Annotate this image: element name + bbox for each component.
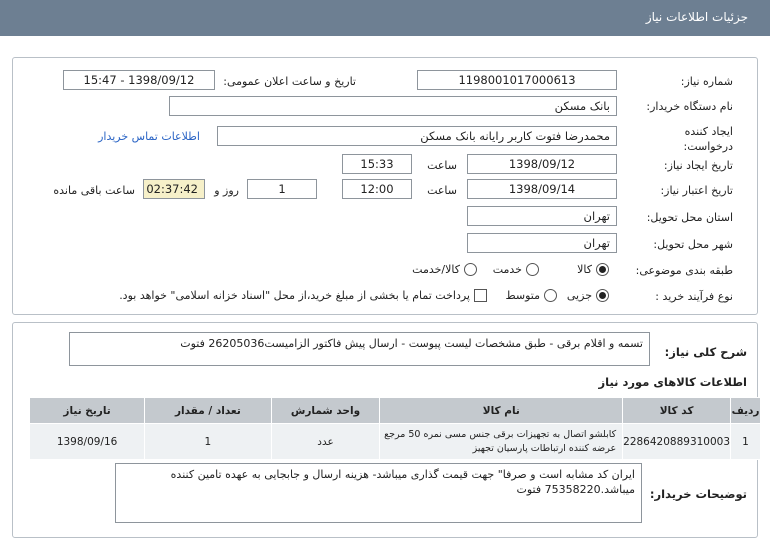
cell-item-code: 2286420889310003: [623, 424, 731, 460]
created-time-field: 15:33: [342, 154, 412, 174]
cell-row-number: 1: [731, 424, 761, 460]
buyer-notes-label: توضیحات خریدار:: [649, 487, 747, 501]
table-row: [30, 424, 761, 460]
col-row-number: ردیف: [731, 398, 761, 424]
items-title: اطلاعات کالاهای مورد نیاز: [598, 375, 747, 389]
announce-field: 1398/09/12 - 15:47: [63, 70, 215, 90]
remaining-time-field: 02:37:42: [143, 179, 205, 199]
col-item-code: کد کالا: [623, 398, 731, 424]
col-quantity: تعداد / مقدار: [145, 398, 271, 424]
days-field: 1: [247, 179, 317, 199]
need-details-panel: [12, 322, 758, 538]
category-label: طبقه بندی موضوعی:: [635, 264, 733, 277]
creator-field: محمدرضا فتوت کاربر رایانه بانک مسکن: [217, 126, 617, 146]
buyer-notes-field: ایران کد مشابه است و صرفا" جهت قیمت گذاری میباشد- هزینه ارسال و جابجایی به عهده تامین کننده میباشد.75358220 فتوت: [115, 463, 642, 523]
created-date-field: 1398/09/12: [467, 154, 617, 174]
page-header: [0, 0, 770, 36]
category-goods-service-option[interactable]: کالا/خدمت: [412, 263, 477, 276]
col-need-date: تاریخ نیاز: [30, 398, 145, 424]
need-number-label: شماره نیاز:: [680, 75, 733, 88]
cell-item-name: کابلشو اتصال به تجهیزات برقی جنس مسی نمره 50 مرجع عرضه کننده ارتباطات پارسیان تجهیز: [380, 424, 623, 460]
province-label: استان محل تحویل:: [646, 211, 733, 224]
items-header-row: [30, 398, 761, 424]
radio-icon[interactable]: [544, 289, 557, 302]
need-info-panel: [12, 57, 758, 315]
items-table: [29, 397, 761, 460]
need-number-field: 1198001017000613: [417, 70, 617, 90]
process-label: نوع فرآیند خرید :: [655, 290, 733, 303]
radio-selected-icon[interactable]: [596, 289, 609, 302]
page-title: جزئیات اطلاعات نیاز: [645, 10, 748, 24]
province-field: تهران: [467, 206, 617, 226]
cell-need-date: 1398/09/16: [30, 424, 145, 460]
validity-time-field: 12:00: [342, 179, 412, 199]
summary-field: تسمه و اقلام برقی - طبق مشخصات لیست پیوست - ارسال پیش فاکتور الزامیست26205036 فتوت: [69, 332, 650, 366]
city-field: تهران: [467, 233, 617, 253]
cell-unit: عدد: [271, 424, 380, 460]
category-service-option[interactable]: خدمت: [493, 263, 539, 276]
city-label: شهر محل تحویل:: [653, 238, 733, 251]
radio-icon[interactable]: [464, 263, 477, 276]
col-item-name: نام کالا: [380, 398, 623, 424]
created-date-label: تاریخ ایجاد نیاز:: [663, 159, 733, 172]
summary-label: شرح کلی نیاز:: [664, 345, 747, 359]
validity-date-field: 1398/09/14: [467, 179, 617, 199]
creator-label: ایجاد کننده درخواست:: [683, 125, 733, 153]
category-goods-option[interactable]: کالا: [577, 263, 609, 276]
treasury-payment-option[interactable]: پرداخت تمام یا بخشی از مبلغ خرید،از محل "اسناد خزانه اسلامی" خواهد بود.: [119, 289, 487, 302]
remaining-label: ساعت باقی مانده: [53, 184, 135, 197]
cell-quantity: 1: [145, 424, 271, 460]
days-label: روز و: [214, 184, 239, 197]
created-time-label: ساعت: [427, 159, 457, 172]
buyer-field: بانک مسکن: [169, 96, 617, 116]
validity-time-label: ساعت: [427, 184, 457, 197]
buyer-label: نام دستگاه خریدار:: [646, 100, 733, 113]
process-minor-option[interactable]: جزیی: [567, 289, 609, 302]
validity-date-label: تاریخ اعتبار نیاز:: [660, 184, 733, 197]
buyer-contact-link[interactable]: اطلاعات تماس خریدار: [98, 130, 200, 143]
process-medium-option[interactable]: متوسط: [505, 289, 557, 302]
col-unit: واحد شمارش: [271, 398, 380, 424]
announce-label: تاریخ و ساعت اعلان عمومی:: [223, 75, 356, 88]
checkbox-icon[interactable]: [474, 289, 487, 302]
radio-icon[interactable]: [526, 263, 539, 276]
radio-selected-icon[interactable]: [596, 263, 609, 276]
